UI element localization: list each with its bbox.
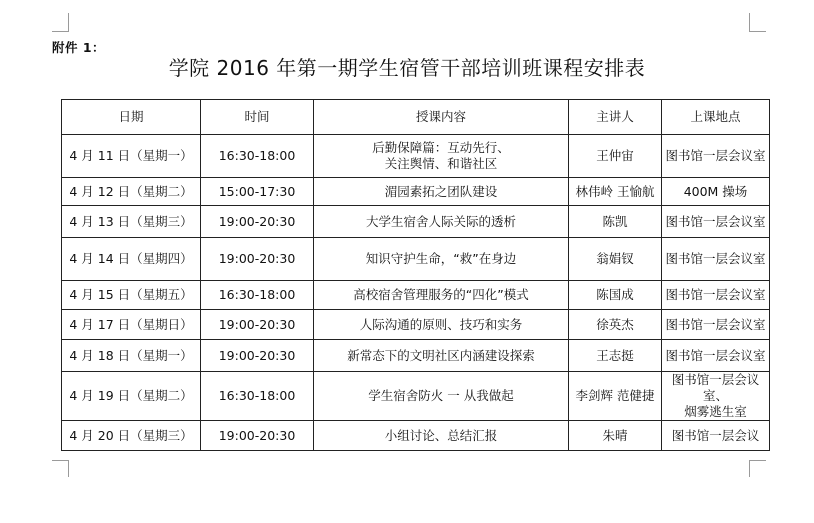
table-row — [62, 178, 770, 206]
cell-speaker: 王仲宙 — [569, 135, 662, 178]
page-corner-mark-bottom-right — [749, 460, 766, 477]
cell-time: 19:00-20:30 — [201, 421, 314, 451]
cell-content — [314, 281, 569, 310]
venue-line: 400M 操场 — [683, 183, 748, 199]
cell-speaker: 朱晴 — [569, 421, 662, 451]
cell-venue — [662, 135, 770, 178]
cell-date: 4 月 15 日（星期五） — [62, 281, 201, 310]
content-line: 新常态下的文明社区内涵建设探索 — [347, 347, 535, 363]
cell-date: 4 月 17 日（星期日） — [62, 310, 201, 340]
venue-line: 图书馆一层会议室 — [665, 287, 766, 302]
venue-line: 图书馆一层会议室 — [665, 316, 766, 332]
cell-venue — [662, 206, 770, 238]
schedule-table — [61, 99, 770, 451]
cell-time: 16:30-18:00 — [201, 281, 314, 310]
cell-date: 4 月 14 日（星期四） — [62, 238, 201, 281]
venue-line: 图书馆一层会议 — [671, 427, 760, 443]
cell-time: 19:00-20:30 — [201, 310, 314, 340]
cell-venue — [662, 340, 770, 372]
header-content: 授课内容 — [314, 100, 569, 135]
cell-speaker: 徐英杰 — [569, 310, 662, 340]
cell-date: 4 月 20 日（星期三） — [62, 421, 201, 451]
content-line: 人际沟通的原则、技巧和实务 — [359, 316, 523, 332]
cell-speaker: 陈凯 — [569, 206, 662, 238]
cell-venue — [662, 281, 770, 310]
table-row — [62, 135, 770, 178]
table-header-row — [62, 100, 770, 135]
header-date: 日期 — [62, 100, 201, 135]
cell-speaker: 王志挺 — [569, 340, 662, 372]
cell-time: 16:30-18:00 — [201, 135, 314, 178]
header-speaker: 主讲人 — [569, 100, 662, 135]
cell-venue — [662, 372, 770, 421]
venue-line: 图书馆一层会议室 — [665, 347, 766, 363]
cell-speaker: 李剑辉 范健捷 — [569, 372, 662, 421]
cell-time: 19:00-20:30 — [201, 340, 314, 372]
page-corner-mark-bottom-left — [52, 460, 69, 477]
cell-date: 4 月 11 日（星期一） — [62, 135, 201, 178]
content-line: 学生宿舍防火 一 从我做起 — [368, 388, 514, 403]
cell-venue — [662, 421, 770, 451]
cell-content — [314, 372, 569, 421]
page-title: 学院 2016 年第一期学生宿管干部培训班课程安排表 — [168, 56, 646, 80]
table-row — [62, 421, 770, 451]
cell-content — [314, 238, 569, 281]
cell-time: 15:00-17:30 — [201, 178, 314, 206]
cell-content — [314, 421, 569, 451]
table-row — [62, 310, 770, 340]
content-line: 高校宿舍管理服务的“四化”模式 — [353, 287, 529, 302]
venue-line: 图书馆一层会议室、 — [671, 372, 760, 403]
table-row — [62, 206, 770, 238]
cell-date: 4 月 13 日（星期三） — [62, 206, 201, 238]
cell-time: 19:00-20:30 — [201, 206, 314, 238]
venue-line: 图书馆一层会议室 — [665, 251, 766, 266]
cell-speaker: 翁娟钗 — [569, 238, 662, 281]
cell-speaker: 林伟岭 王愉航 — [569, 178, 662, 206]
content-line: 后勤保障篇：互动先行、 — [372, 140, 510, 155]
cell-venue — [662, 178, 770, 206]
table-row — [62, 340, 770, 372]
content-line: 大学生宿舍人际关际的透析 — [365, 213, 516, 229]
content-line: 湄园素拓之团队建设 — [384, 183, 498, 199]
content-line: 知识守护生命，“救”在身边 — [365, 251, 517, 266]
venue-line: 图书馆一层会议室 — [665, 148, 766, 163]
content-line: 小组讨论、总结汇报 — [384, 427, 498, 443]
cell-venue — [662, 238, 770, 281]
cell-venue — [662, 310, 770, 340]
venue-line: 图书馆一层会议室 — [665, 213, 766, 229]
attachment-label: 附件 1： — [52, 40, 106, 55]
cell-date: 4 月 19 日（星期二） — [62, 372, 201, 421]
venue-line: 烟雾逃生室 — [684, 404, 747, 419]
cell-content — [314, 178, 569, 206]
cell-time: 16:30-18:00 — [201, 372, 314, 421]
cell-date: 4 月 18 日（星期一） — [62, 340, 201, 372]
cell-content — [314, 310, 569, 340]
cell-content — [314, 340, 569, 372]
table-row — [62, 281, 770, 310]
table-row — [62, 372, 770, 421]
content-line: 关注舆情、和谐社区 — [384, 156, 498, 171]
cell-speaker: 陈国成 — [569, 281, 662, 310]
page-corner-mark-top-left — [52, 13, 69, 32]
cell-time: 19:00-20:30 — [201, 238, 314, 281]
header-venue: 上课地点 — [662, 100, 770, 135]
page-corner-mark-top-right — [749, 13, 766, 32]
cell-date: 4 月 12 日（星期二） — [62, 178, 201, 206]
header-time: 时间 — [201, 100, 314, 135]
table-row — [62, 238, 770, 281]
cell-content — [314, 135, 569, 178]
cell-content — [314, 206, 569, 238]
